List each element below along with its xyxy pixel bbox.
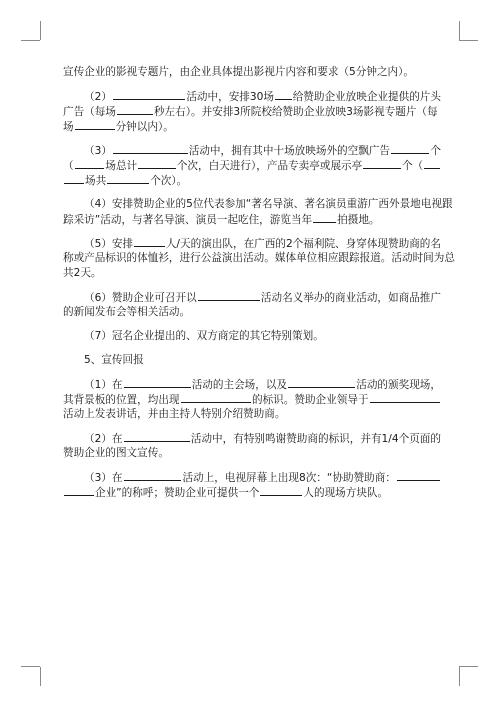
fill-in-blank	[113, 143, 188, 154]
fill-in-blank	[124, 431, 190, 442]
crop-mark-top-left-h	[21, 40, 40, 41]
text-segment: 个	[430, 145, 441, 157]
text-segment: 场总计	[105, 160, 138, 172]
text-line	[63, 158, 441, 173]
text-line	[63, 212, 441, 227]
text-line	[63, 104, 441, 119]
text-segment: 的新闻发布会等相关活动。	[63, 306, 191, 318]
fill-in-blank	[124, 470, 182, 481]
text-segment: （5）安排	[84, 238, 134, 250]
text-line	[63, 470, 441, 485]
text-line	[63, 446, 441, 461]
fill-in-blank	[64, 173, 84, 184]
text-line	[63, 392, 441, 407]
text-segment: 宣传企业的影视专题片，由企业具体提出影视片内容和要求（5分钟之内）。	[63, 66, 415, 78]
text-line	[63, 431, 441, 446]
fill-in-blank	[124, 377, 191, 388]
fill-in-blank	[391, 143, 429, 154]
text-segment: 踪采访”活动，与著名导演、演员一起吃住，游览当年	[63, 214, 313, 226]
text-segment: （3）	[84, 145, 112, 157]
text-line	[63, 353, 441, 368]
text-line	[63, 290, 441, 305]
text-segment: （1）在	[84, 379, 123, 391]
fill-in-blank	[64, 485, 94, 496]
crop-mark-top-left-v	[40, 21, 41, 40]
text-line	[63, 407, 441, 422]
text-segment: 给赞助企业放映企业提供的片头	[292, 91, 441, 103]
fill-in-blank	[275, 89, 292, 100]
text-segment: 个次）。	[150, 175, 188, 187]
crop-mark-top-right-h	[459, 40, 478, 41]
crop-mark-bottom-right-v	[459, 667, 460, 686]
fill-in-blank	[370, 392, 440, 403]
text-segment: （	[63, 160, 74, 172]
text-line	[63, 377, 441, 392]
text-line	[63, 236, 441, 251]
fill-in-blank	[75, 158, 105, 169]
text-segment: 拍摄地。	[337, 214, 380, 226]
document-body	[63, 65, 455, 500]
fill-in-blank	[181, 392, 251, 403]
fill-in-blank	[288, 377, 355, 388]
fill-in-blank	[107, 173, 149, 184]
text-segment: 的标识。赞助企业领导于	[252, 394, 369, 406]
text-segment: 分钟以内）。	[115, 121, 174, 133]
text-segment: 活动的颁奖现场，	[356, 379, 441, 391]
text-segment: 5、宣传回报	[84, 354, 144, 366]
text-segment: 秒左右）。并安排3所院校给赞助企业放映3场影视专题片（每	[153, 106, 438, 118]
text-segment: 人的现场方块队。	[303, 487, 389, 499]
text-segment: 活动中，拥有其中十场放映场外的空飘广告	[188, 145, 391, 157]
text-segment: 共2天。	[63, 267, 102, 279]
crop-mark-bottom-right-h	[459, 666, 478, 667]
crop-mark-bottom-left-v	[40, 667, 41, 686]
text-segment: 活动上，电视屏幕上出现8次：“协助赞助商：	[182, 472, 396, 484]
text-line	[63, 251, 455, 266]
fill-in-blank	[363, 158, 401, 169]
text-line	[63, 89, 441, 104]
text-segment: 活动中，安排30场	[186, 91, 274, 103]
text-segment: 活动的主会场，以及	[191, 379, 288, 391]
fill-in-blank	[260, 485, 302, 496]
text-segment: （2）	[84, 91, 112, 103]
text-segment: （2）在	[84, 433, 123, 445]
text-line	[63, 266, 441, 281]
fill-in-blank	[424, 158, 440, 169]
text-segment: 称或产品标识的体恤衫，进行公益演出活动。媒体单位相应跟踪报道。活动时间为总	[63, 252, 455, 264]
crop-mark-top-right-v	[459, 21, 460, 40]
text-segment: 赞助企业的图文宣传。	[63, 447, 169, 459]
text-segment: （6）赞助企业可召开以	[84, 292, 197, 304]
text-line	[63, 485, 441, 500]
text-segment: （4）安排赞助企业的5位代表参加“著名导演、著名演员重游广西外景地电视跟	[84, 198, 453, 210]
text-segment: 个（	[401, 160, 424, 172]
text-segment: 人/天的演出队，在广西的2个福利院、身穿体现赞助商的名	[165, 238, 441, 250]
fill-in-blank	[397, 470, 440, 481]
text-segment: （7）冠名企业提出的、双方商定的其它特别策划。	[84, 330, 324, 342]
fill-in-blank	[75, 119, 115, 130]
text-segment: 其背景板的位置，均出现	[63, 394, 180, 406]
text-line	[63, 305, 441, 320]
text-segment: 活动上发表讲话，并由主持人特别介绍赞助商。	[63, 408, 286, 420]
text-segment: 活动中，有特别鸣谢赞助商的标识，并有1/4个页面的	[190, 433, 441, 445]
text-segment: （3）在	[84, 472, 123, 484]
text-segment: 广告（每场	[63, 106, 116, 118]
fill-in-blank	[313, 212, 336, 223]
text-segment: 个次，白天进行），产品专卖亭或展示亭	[176, 160, 363, 172]
text-line	[63, 173, 441, 188]
text-line	[63, 143, 441, 158]
text-segment: 场	[63, 121, 74, 133]
fill-in-blank	[134, 236, 165, 247]
fill-in-blank	[113, 89, 185, 100]
text-line	[63, 197, 453, 212]
text-segment: 活动名义举办的商业活动，如商品推广	[260, 292, 441, 304]
fill-in-blank	[138, 158, 176, 169]
text-line	[63, 119, 441, 134]
fill-in-blank	[198, 290, 260, 301]
text-segment: 场共	[85, 175, 107, 187]
text-line	[63, 65, 441, 80]
text-line	[63, 329, 441, 344]
text-segment: 企业”的称呼；赞助企业可提供一个	[95, 487, 260, 499]
crop-mark-bottom-left-h	[21, 666, 40, 667]
fill-in-blank	[117, 104, 153, 115]
